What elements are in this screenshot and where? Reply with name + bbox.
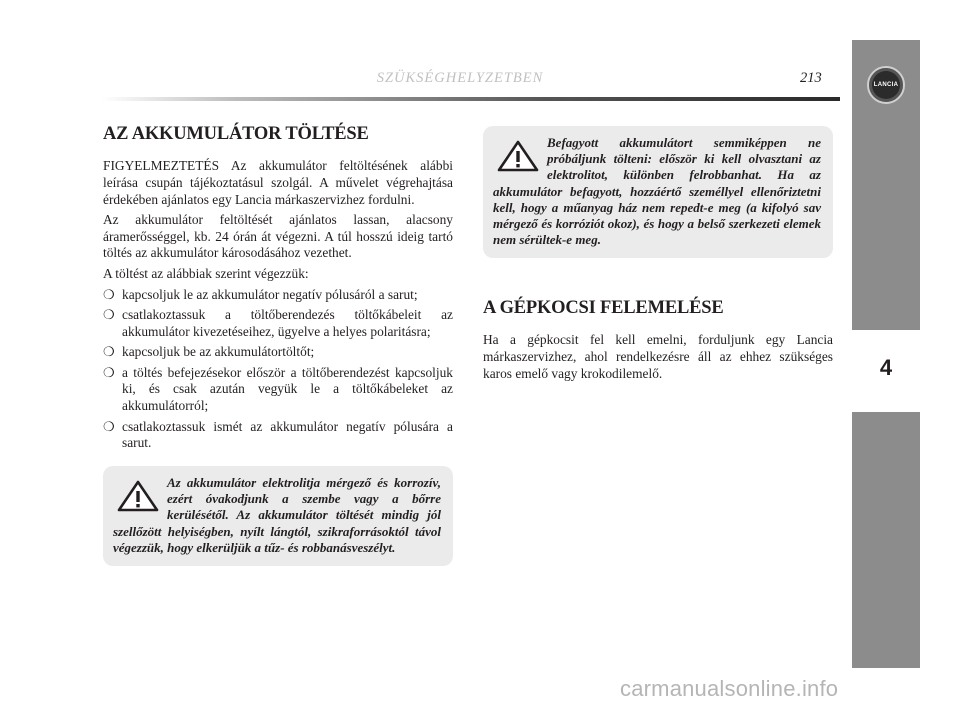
list-item <box>103 365 453 415</box>
list-item <box>103 307 453 340</box>
battery-charging-text <box>103 158 453 452</box>
circle-bullet-icon: ❍ <box>103 307 115 323</box>
warning-text-electrolyte: Az akkumulátor elektrolitja mérgező és korrozív, ezért óvakodjunk a szembe vagy a bőrre kerülésétől. Az akkumulátor töltését mindig jól szellőzött helyiségben, nyílt lángtól, szikraforrásoktól távol végezzük, hogy elkerüljük a tűz- és robbanásveszélyt. <box>113 475 441 555</box>
list-item-text: csatlakoztassuk ismét az akkumulátor negatív pólusára a sarut. <box>122 418 453 451</box>
charging-steps-list <box>103 287 453 452</box>
warning-triangle-icon <box>497 140 539 172</box>
brand-logo-icon <box>867 66 905 104</box>
list-item <box>103 344 453 361</box>
paragraph-warning-intro: FIGYELMEZTETÉS Az akkumulátor feltöltésének alábbi leírása csupán tájékoztatásul szolgál. A művelet végrehajtása érdekében ajánlatos egy Lancia márkaszervizhez fordulni. <box>103 158 453 207</box>
warning-box-frozen-battery <box>483 126 833 258</box>
circle-bullet-icon: ❍ <box>103 286 115 302</box>
watermark: carmanualsonline.info <box>620 676 839 701</box>
list-item <box>103 419 453 452</box>
header-rule <box>102 97 840 101</box>
list-item-text: kapcsoljuk be az akkumulátortöltőt; <box>122 344 315 360</box>
section-heading-battery-charging: AZ AKKUMULÁTOR TÖLTÉSE <box>103 124 369 144</box>
brand-logo-text: LANCIA <box>873 82 899 88</box>
paragraph-lifting: Ha a gépkocsit fel kell emelni, forduljunk egy Lancia márkaszervizhez, ahol rendelkezésre áll az ehhez szükséges karos emelő vagy krokodilemelő. <box>483 332 833 381</box>
warning-triangle-icon <box>117 480 159 512</box>
paragraph-steps-intro: A töltést az alábbiak szerint végezzük: <box>103 265 309 281</box>
lifting-section <box>483 298 833 386</box>
list-item-text: a töltés befejezésekor először a töltőberendezést kapcsoljuk ki, és csak azután vegyük le a töltőkábeleket az akkumulátorról; <box>122 364 453 414</box>
list-item-text: csatlakoztassuk a töltőberendezés töltőkábeleit az akkumulátor kivezetéseihez, ügyelve a helyes polaritásra; <box>122 307 453 339</box>
circle-bullet-icon: ❍ <box>103 344 115 360</box>
list-item-text: kapcsoljuk le az akkumulátor negatív pólusáról a sarut; <box>122 286 418 302</box>
left-column <box>103 124 453 456</box>
circle-bullet-icon: ❍ <box>103 418 115 434</box>
list-item <box>103 287 453 304</box>
lifting-text <box>483 332 833 382</box>
running-header-title: SZÜKSÉGHELYZETBEN <box>376 70 544 86</box>
section-heading-lifting: A GÉPKOCSI FELEMELÉSE <box>483 298 724 318</box>
warning-box-electrolyte <box>103 466 453 566</box>
chapter-number: 4 <box>879 355 893 380</box>
paragraph-charging-advice: Az akkumulátor feltöltését ajánlatos lassan, alacsony áramerősséggel, kb. 24 órán át végezni. A túl hosszú ideig tartó töltés az akkumulátor károsodásához vezethet. <box>103 212 453 261</box>
circle-bullet-icon: ❍ <box>103 364 115 380</box>
page-number: 213 <box>800 70 822 86</box>
warning-text-frozen-battery: Befagyott akkumulátort semmiképpen ne próbáljunk tölteni: először ki kell olvasztani az elektrolitot, különben felrobbanhat. Ha az akkumulátor befagyott, hozzáértő személlyel ellenőriztetni kell, hogy a műanyag ház nem repedt-e meg (a kifolyó sav mérgező és korróziót okoz), és hogy a belső szerkezeti elemek nem sérültek-e meg. <box>493 135 821 248</box>
